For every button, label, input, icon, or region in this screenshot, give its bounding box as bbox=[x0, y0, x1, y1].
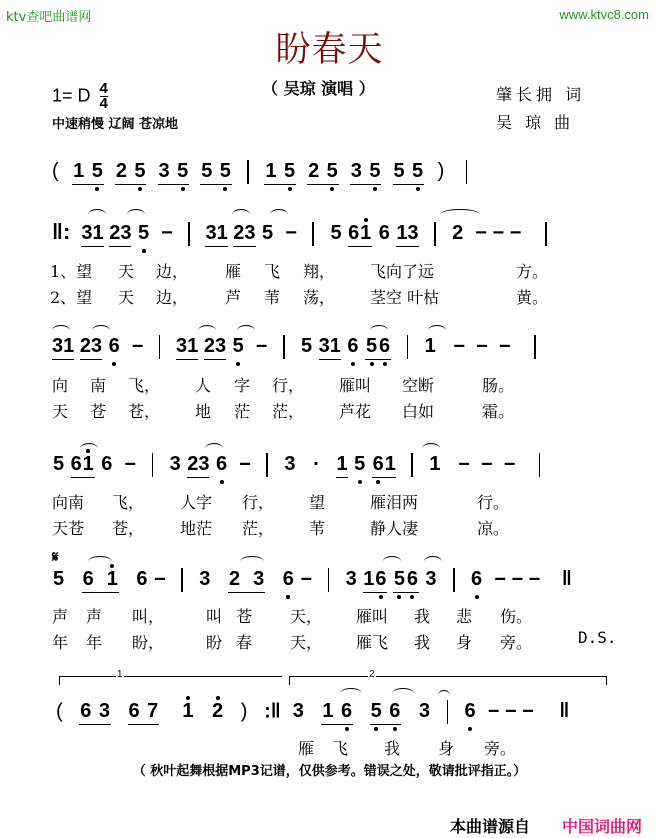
line-6-notes: ( 6 3 6 7 1 2 ) :‖ 3 1 6 5 6 3 6 − − − ‖ bbox=[56, 700, 569, 725]
source-label: 本曲谱源自 bbox=[450, 817, 531, 836]
slur bbox=[383, 556, 401, 567]
note-group: 5 5 bbox=[200, 160, 232, 185]
slur bbox=[88, 556, 112, 567]
volta-bracket-2 bbox=[289, 669, 607, 685]
line-5-notes: 5 6 1 6 − 3 2 3 6 − 3 16 56 3 6 − − − ‖ bbox=[52, 568, 572, 593]
note-group: 1 5 bbox=[264, 160, 296, 185]
time-signature bbox=[100, 82, 108, 111]
key-label: 1= D bbox=[52, 85, 91, 106]
line-2-notes: ‖: 31 23 5 − 31 23 5 − 5 61 6 13 2 − − − bbox=[52, 219, 557, 247]
volta-bracket-1 bbox=[59, 669, 282, 685]
final-barline: ‖ bbox=[559, 700, 570, 723]
note-group: 5 5 bbox=[393, 160, 425, 185]
note-group: 2 5 bbox=[307, 160, 339, 185]
time-top: 4 bbox=[99, 80, 108, 97]
repeat-end: :‖ bbox=[264, 700, 281, 723]
final-barline: ‖ bbox=[561, 568, 572, 591]
barline bbox=[247, 160, 249, 184]
note-group: 2 5 bbox=[115, 160, 147, 185]
intro-close-paren: ) bbox=[437, 160, 445, 183]
slur bbox=[340, 688, 362, 699]
intro-notes bbox=[52, 160, 477, 185]
slur bbox=[392, 688, 414, 699]
watermark-right: www.ktvc8.com bbox=[559, 7, 649, 22]
watermark-left: ktv查吧曲谱网 bbox=[6, 10, 92, 25]
tempo-marking: 中速稍慢 辽阔 苍凉地 bbox=[52, 117, 179, 132]
barline bbox=[466, 160, 468, 184]
key-signature bbox=[52, 82, 108, 111]
volta-number-2: 2 bbox=[369, 669, 375, 680]
dal-segno-marking: D.S. bbox=[578, 628, 617, 647]
note-group: 3 5 bbox=[350, 160, 382, 185]
line-3-notes: 31 23 6 − 31 23 5 − 5 31 6 56 1 − − − bbox=[52, 335, 546, 360]
composer-credit: 吴 琼 曲 bbox=[496, 113, 575, 132]
segno-icon: 𝄋 bbox=[52, 548, 59, 566]
repeat-start: ‖: bbox=[52, 219, 71, 244]
volta-number-1: 1 bbox=[117, 669, 123, 680]
lyricist-credit: 肇长拥 词 bbox=[496, 85, 586, 104]
note-group: 3 5 bbox=[158, 160, 190, 185]
intro-open-paren: ( bbox=[52, 160, 59, 183]
singer-credit: （ 吴琼 演唱 ） bbox=[262, 79, 375, 98]
transcription-note: （ 秋叶起舞根据MP3记谱，仅供参考。错误之处，敬请批评指正。） bbox=[132, 764, 527, 779]
slur bbox=[240, 556, 264, 567]
time-bottom: 4 bbox=[99, 95, 108, 112]
note-group: 1 5 bbox=[72, 160, 104, 185]
song-title: 盼春天 bbox=[275, 30, 384, 70]
source-site-link[interactable]: 中国词曲网 bbox=[562, 817, 643, 836]
line-4-notes: 5 61 6 − 3 23 6 − 3 · 1 5 61 1 − − − bbox=[52, 453, 550, 478]
slur bbox=[424, 556, 442, 567]
